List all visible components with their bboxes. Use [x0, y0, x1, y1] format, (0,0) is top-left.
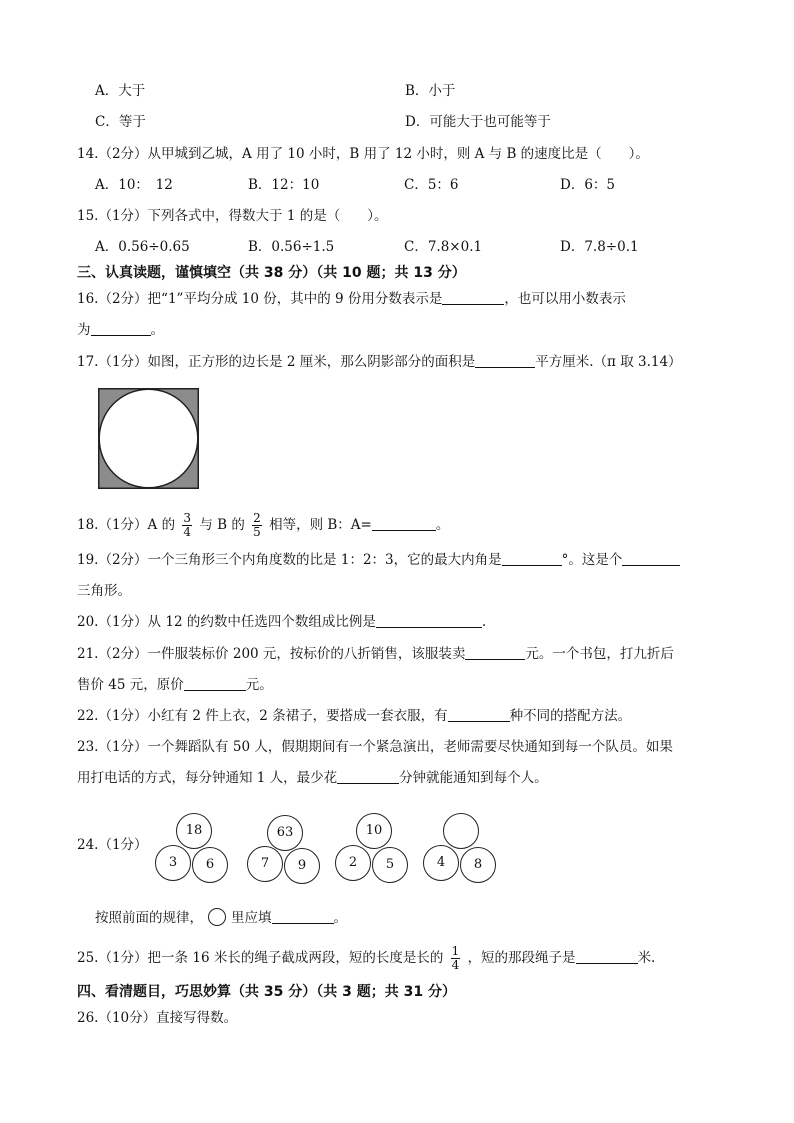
- q23-line1: 23.（1分）一个舞蹈队有 50 人，假期期间有一个紧急演出，老师需要尽快通知到每一个队员。如果: [77, 739, 673, 755]
- q25-stem: [77, 944, 655, 972]
- q19-answer-blank-2[interactable]: [622, 551, 680, 566]
- q18-text-d: 。: [435, 517, 450, 533]
- q14-option-c: C．5：6: [404, 177, 459, 193]
- q21-text-b: 元。一个书包，打九折后: [525, 646, 674, 662]
- fraction-numerator: 3: [183, 511, 192, 525]
- q14-option-a: A．10： 12: [95, 177, 173, 193]
- q16-text-b: ，也可以用小数表示: [504, 291, 626, 307]
- q15-option-d: D．7.8÷0.1: [560, 239, 639, 255]
- q23-line2: [77, 769, 548, 787]
- q18-text-c: 相等，则 B：A=: [269, 517, 372, 533]
- q15-option-b: B．0.56÷1.5: [248, 239, 335, 255]
- q24-text-a: 按照前面的规律，: [95, 910, 203, 926]
- small-circle-icon: [208, 908, 226, 926]
- q20-text-b: .: [481, 614, 487, 630]
- circle-number: 7: [260, 856, 270, 871]
- q14-option-b: B．12：10: [248, 177, 320, 193]
- q13-option-b: B．小于: [405, 83, 456, 99]
- circle-number: 63: [276, 825, 294, 840]
- square-with-inscribed-circle-diagram: [98, 388, 199, 489]
- inscribed-circle: [99, 389, 198, 488]
- fraction-2-5: [252, 512, 262, 539]
- q14-stem: 14.（2分）从甲城到乙城，A 用了 10 小时，B 用了 12 小时，则 A 与 B 的速度比是（ ）。: [77, 146, 649, 162]
- q18-text-a: 18.（1分）A 的: [77, 517, 176, 533]
- q24-text-b: 里应填: [231, 910, 272, 926]
- q23-answer-blank[interactable]: [337, 769, 399, 784]
- q21-text-c: 售价 45 元，原价: [77, 677, 184, 693]
- fraction-denominator: 4: [183, 525, 192, 539]
- circle-number: 5: [385, 857, 395, 872]
- q24-label: 24.（1分）: [77, 837, 148, 853]
- fraction-3-4: [182, 512, 192, 539]
- q23-text-b: 分钟就能通知到每个人。: [399, 770, 548, 786]
- q22-text-b: 种不同的搭配方法。: [509, 708, 632, 724]
- q13-option-a: A．大于: [95, 83, 146, 99]
- q17-answer-blank[interactable]: [475, 353, 535, 368]
- q16-text-c: 为: [77, 322, 91, 338]
- q20-answer-blank[interactable]: [376, 613, 482, 628]
- fraction-denominator: 4: [451, 958, 460, 972]
- circle-number: 4: [436, 855, 446, 870]
- q16-answer-blank-2[interactable]: [91, 321, 151, 336]
- q26-stem: 26.（10分）直接写得数。: [77, 1010, 238, 1026]
- q15-option-c: C．7.8×0.1: [404, 239, 483, 255]
- q22-answer-blank[interactable]: [448, 707, 510, 722]
- q22-stem: [77, 707, 631, 725]
- q16-text-d: 。: [150, 322, 164, 338]
- q19-text-a: 19.（2分）一个三角形三个内角度数的比是 1：2：3，它的最大内角是: [77, 552, 502, 568]
- circle-number: 18: [185, 823, 203, 838]
- q15-option-a: A．0.56÷0.65: [95, 239, 190, 255]
- q21-text-a: 21.（2分）一件服装标价 200 元，按标价的八折销售，该服装卖: [77, 646, 466, 662]
- section-4-heading: 四、看清题目，巧思妙算（共 35 分）（共 3 题；共 31 分）: [77, 984, 456, 1000]
- q16-answer-blank-1[interactable]: [442, 290, 504, 305]
- q16-line1: [77, 290, 626, 308]
- q13-option-c: C．等于: [95, 114, 146, 130]
- q17-figure: [98, 388, 199, 489]
- q24-text-c: 。: [333, 910, 347, 926]
- q14-option-d: D．6：5: [560, 177, 616, 193]
- q16-line2: [77, 321, 164, 339]
- q19-answer-blank-1[interactable]: [502, 551, 562, 566]
- circle-number: 9: [297, 858, 307, 873]
- q21-line1: [77, 645, 674, 663]
- q21-line2: [77, 676, 273, 694]
- q25-text-c: 米.: [637, 950, 656, 966]
- circle-number: 6: [205, 857, 215, 872]
- circle-number: 3: [168, 855, 178, 870]
- q20-stem: [77, 613, 486, 631]
- q21-answer-blank-2[interactable]: [184, 676, 246, 691]
- q17-stem: [77, 353, 682, 371]
- q20-text-a: 20.（1分）从 12 的约数中任选四个数组成比例是: [77, 614, 376, 630]
- section-3-heading: 三、认真读题，谨慎填空（共 38 分）（共 10 题；共 13 分）: [77, 265, 466, 281]
- circle-number: 8: [473, 857, 483, 872]
- q17-text-a: 17.（1分）如图，正方形的边长是 2 厘米，那么阴影部分的面积是: [77, 354, 476, 370]
- q18-text-b: 与 B 的: [199, 517, 245, 533]
- q18-answer-blank[interactable]: [372, 516, 436, 531]
- q24-answer-blank[interactable]: [272, 909, 334, 924]
- q21-text-d: 元。: [245, 677, 273, 693]
- q17-text-b: 平方厘米.（π 取 3.14）: [535, 354, 682, 370]
- q21-answer-blank-1[interactable]: [465, 645, 525, 660]
- circle-number: 2: [348, 855, 358, 870]
- fraction-numerator: 1: [451, 944, 460, 958]
- circle-number: 10: [365, 823, 383, 838]
- q25-answer-blank[interactable]: [576, 949, 638, 964]
- fraction-denominator: 5: [253, 525, 261, 539]
- q25-text-a: 25.（1分）把一条 16 米长的绳子截成两段，短的长度是长的: [77, 950, 444, 966]
- q23-text-a: 用打电话的方式，每分钟通知 1 人，最少花: [77, 770, 338, 786]
- q19-line1: [77, 551, 680, 569]
- fraction-1-4: [451, 945, 461, 972]
- q22-text-a: 22.（1分）小红有 2 件上衣，2 条裙子，要搭成一套衣服，有: [77, 708, 448, 724]
- q13-option-d: D．可能大于也可能等于: [405, 114, 551, 130]
- circle-top-empty[interactable]: [443, 813, 479, 849]
- q25-text-b: ，短的那段绳子是: [467, 950, 576, 966]
- fraction-numerator: 2: [253, 511, 261, 525]
- q19-line2: 三角形。: [77, 583, 131, 599]
- q24-prompt: [95, 907, 347, 929]
- q15-stem: 15.（1分）下列各式中，得数大于 1 的是（ ）。: [77, 208, 388, 224]
- q18-stem: [77, 511, 449, 539]
- q16-text-a: 16.（2分）把“1”平均分成 10 份，其中的 9 份用分数表示是: [77, 291, 443, 307]
- q19-text-b: °。这是个: [561, 552, 623, 568]
